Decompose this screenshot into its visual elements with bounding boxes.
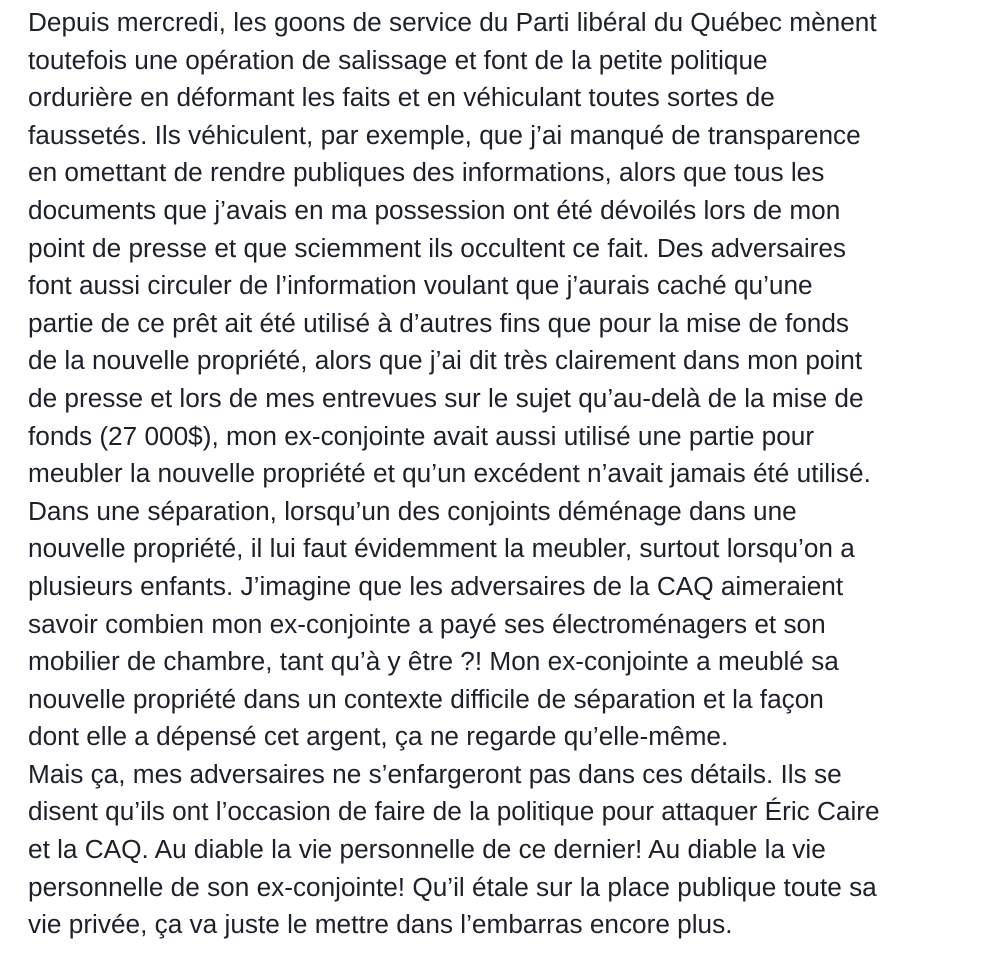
text-line: meubler la nouvelle propriété et qu’un excédent n’avait jamais été utilisé.: [28, 458, 871, 489]
text-line: savoir combien mon ex-conjointe a payé ses électroménagers et son: [28, 608, 826, 639]
text-line: documents que j’avais en ma possession ont été dévoilés lors de mon: [28, 194, 841, 225]
text-line: disent qu’ils ont l’occasion de faire de la politique pour attaquer Éric Caire: [28, 796, 880, 827]
text-line: point de presse et que sciemment ils occultent ce fait. Des adversaires: [28, 232, 847, 263]
text-line: vie privée, ça va juste le mettre dans l’embarras encore plus.: [28, 909, 733, 940]
text-line: plusieurs enfants. J’imagine que les adversaires de la CAQ aimeraient: [28, 570, 844, 601]
post-body-text: [28, 4, 988, 944]
text-line: dont elle a dépensé cet argent, ça ne regarde qu’elle-même.: [28, 721, 729, 752]
text-line: fonds (27 000$), mon ex-conjointe avait aussi utilisé une partie pour: [28, 420, 815, 451]
text-line: et la CAQ. Au diable la vie personnelle de ce dernier! Au diable la vie: [28, 834, 826, 865]
text-line: en omettant de rendre publiques des informations, alors que tous les: [28, 157, 825, 188]
text-line: mobilier de chambre, tant qu’à y être ?! Mon ex-conjointe a meublé sa: [28, 646, 839, 677]
text-line: partie de ce prêt ait été utilisé à d’autres fins que pour la mise de fonds: [28, 307, 850, 338]
text-line: personnelle de son ex-conjointe! Qu’il étale sur la place publique toute sa: [28, 871, 877, 902]
text-line: Depuis mercredi, les goons de service du Parti libéral du Québec mènent: [28, 7, 877, 37]
text-line: de presse et lors de mes entrevues sur le sujet qu’au-delà de la mise de: [28, 382, 864, 413]
text-line: nouvelle propriété dans un contexte difficile de séparation et la façon: [28, 683, 824, 714]
text-line: de la nouvelle propriété, alors que j’ai dit très clairement dans mon point: [28, 345, 863, 376]
text-line: nouvelle propriété, il lui faut évidemment la meubler, surtout lorsqu’on a: [28, 533, 855, 564]
text-line: Dans une séparation, lorsqu’un des conjoints déménage dans une: [28, 495, 797, 526]
text-line: Mais ça, mes adversaires ne s’enfargeront pas dans ces détails. Ils se: [28, 758, 842, 789]
text-line: faussetés. Ils véhiculent, par exemple, que j’ai manqué de transparence: [28, 119, 861, 150]
text-line: font aussi circuler de l’information voulant que j’aurais caché qu’une: [28, 270, 813, 301]
text-line: ordurière en déformant les faits et en véhiculant toutes sortes de: [28, 82, 775, 113]
text-line: toutefois une opération de salissage et font de la petite politique: [28, 44, 768, 75]
